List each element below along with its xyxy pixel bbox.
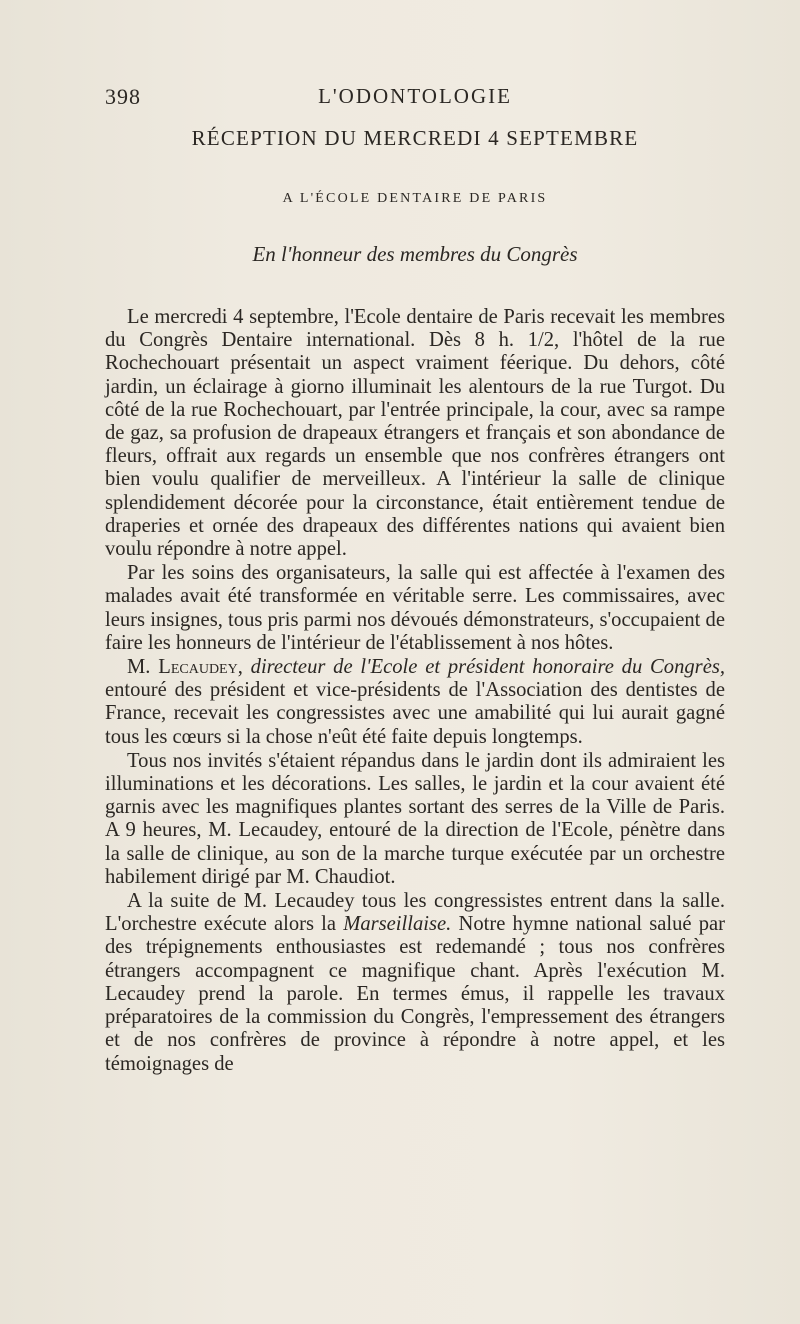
running-title: L'ODONTOLOGIE: [318, 84, 512, 108]
article-subtitle: A L'ÉCOLE DENTAIRE DE PARIS: [282, 191, 548, 206]
paragraph-3-text: entouré des président et vice-présidents de l'Association des dentistes de France, recevait les congressistes avec une amabilité qui lui aurait gagné tous les cœurs si la chose n'eût été faite depuis longtemps.: [105, 679, 725, 748]
person-title: directeur de l'Ecole et président honoraire du Congrès,: [250, 656, 725, 679]
page-number: 398: [105, 84, 141, 109]
paragraph-1: Le mercredi 4 septembre, l'Ecole dentaire de Paris recevait les membres du Congrès Dentaire international. Dès 8 h. 1/2, l'hôtel de la rue Rochechouart présentait un aspect vraiment féerique. Du dehors, côté jardin, un éclairage à giorno illuminait les alentours de la rue Turgot. Du côté de la rue Rochechouart, par l'entrée principale, la cour, avec sa rampe de gaz, sa profusion de drapeaux étrangers et français et son abondance de fleurs, offrait aux regards un ensemble que nos confrères étrangers ont bien voulu qualifier de merveilleux. A l'intérieur la salle de clinique splendidement décorée pour la circonstance, était entièrement tendue de draperies et ornée des drapeaux des différentes nations qui avaient bien voulu répondre à notre appel.: [105, 306, 725, 561]
article-dedication: En l'honneur des membres du Congrès: [252, 242, 578, 266]
paragraph-4: Tous nos invités s'étaient répandus dans le jardin dont ils admiraient les illuminations et les décorations. Les salles, le jardin et la cour avaient été garnis avec les magnifiques plantes sortant des serres de la Ville de Paris. A 9 heures, M. Lecaudey, entouré de la direction de l'Ecole, pénètre dans la salle de clinique, au son de la marche turque exécutée par un orchestre habilement dirigé par M. Chaudiot.: [105, 749, 725, 888]
paragraph-5-start: A la suite de M. Lecaudey tous les congressistes entrent dans la salle. L'orchestre exécute alors la: [105, 890, 725, 936]
paragraph-5: [105, 890, 725, 1076]
article-title: RÉCEPTION DU MERCREDI 4 SEPTEMBRE: [191, 126, 639, 150]
paragraph-5-text: Notre hymne national salué par des trépignements enthousiastes est redemandé ; tous nos confrères étrangers accompagnent ce magnifique chant. Après l'exécution M. Lecaudey prend la parole. En termes émus, il rappelle les travaux préparatoires de la commission du Congrès, l'empressement des étrangers et de nos confrères de province à répondre à notre appel, et les témoignages de: [105, 913, 725, 1075]
article-body: [105, 306, 725, 1076]
page-header: [105, 84, 725, 114]
anthem-name: Marseillaise.: [343, 913, 452, 936]
person-name: M. Lecaudey,: [127, 656, 243, 679]
paragraph-2: Par les soins des organisateurs, la salle qui est affectée à l'examen des malades avait été transformée en véritable serre. Les commissaires, avec leurs insignes, tous pris parmi nos dévoués démonstrateurs, s'occupaient de faire les honneurs de l'intérieur de l'établissement à nos hôtes.: [105, 562, 725, 654]
paragraph-3: [105, 656, 725, 749]
